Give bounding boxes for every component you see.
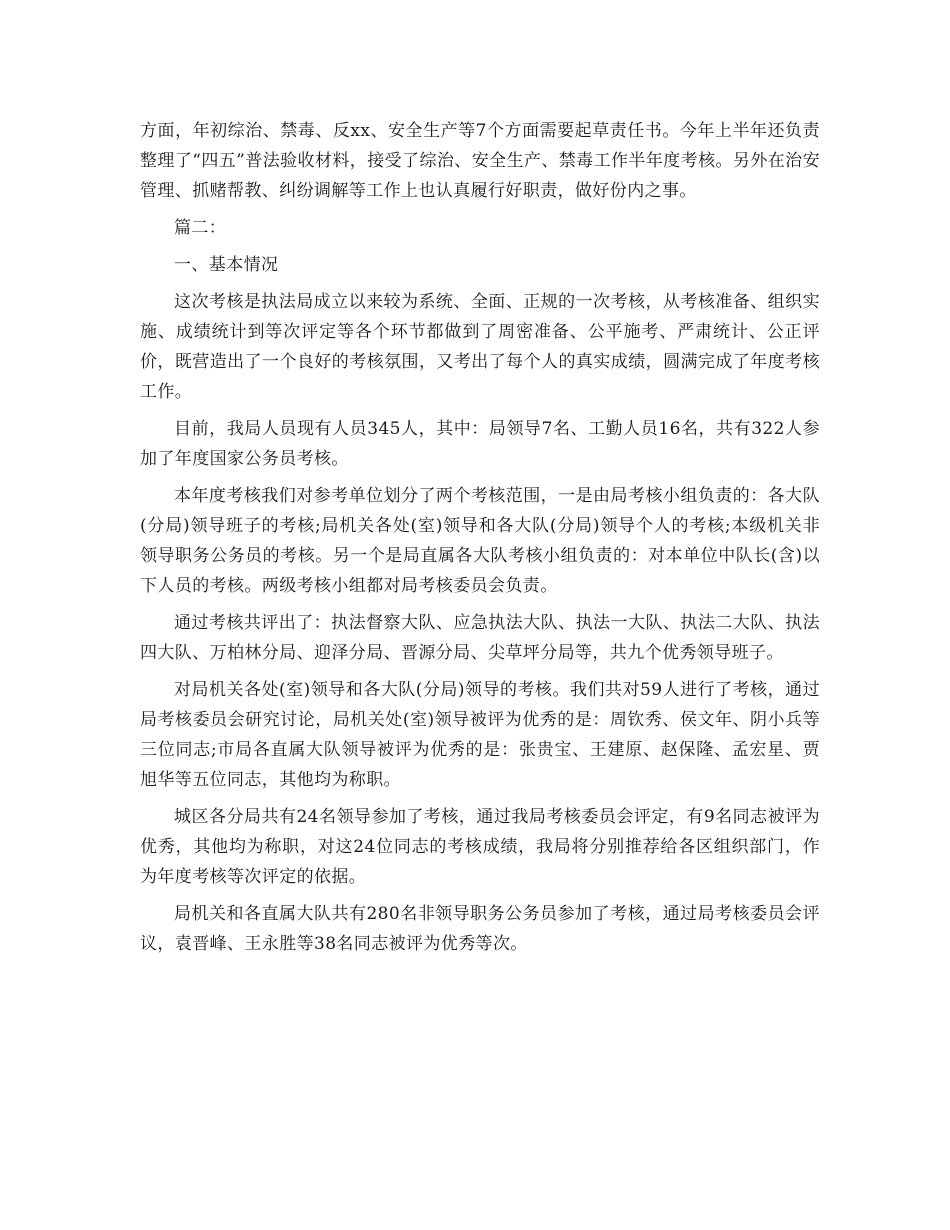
paragraph-continuation: 方面，年初综治、禁毒、反xx、安全生产等7个方面需要起草责任书。今年上半年还负责整理了“四五”普法验收材料，接受了综治、安全生产、禁毒工作半年度考核。另外在治安管理、抓赌帮教、纠纷调解等工作上也认真履行好职责，做好份内之事。: [140, 121, 820, 201]
paragraph-assessment-scope: 本年度考核我们对参考单位划分了两个考核范围，一是由局考核小组负责的：各大队(分局)领导班子的考核;局机关各处(室)领导和各大队(分局)领导个人的考核;本级机关非领导职务公务员的考核。另一个是局直属各大队考核小组负责的：对本单位中队长(含)以下人员的考核。两级考核小组都对局考核委员会负责。: [140, 486, 820, 596]
paragraph-staff-count: 目前，我局人员现有人员345人，其中：局领导7名、工勤人员16名，共有322人参加了年度国家公务员考核。: [140, 419, 820, 469]
paragraph-branch-leaders: 城区各分局共有24名领导参加了考核，通过我局考核委员会评定，有9名同志被评为优秀，其他均为称职，对这24位同志的考核成绩，我局将分别推荐给各区组织部门，作为年度考核等次评定的依据。: [140, 807, 820, 887]
paragraph-excellent-teams: 通过考核共评出了：执法督察大队、应急执法大队、执法一大队、执法二大队、执法四大队、万柏林分局、迎泽分局、晋源分局、尖草坪分局等，共九个优秀领导班子。: [140, 613, 820, 663]
paragraph-leader-assessment: 对局机关各处(室)领导和各大队(分局)领导的考核。我们共对59人进行了考核，通过局考核委员会研究讨论，局机关处(室)领导被评为优秀的是：周钦秀、侯文年、阴小兵等三位同志;市局各直属大队领导被评为优秀的是：张贵宝、王建原、赵保隆、孟宏星、贾旭华等五位同志，其他均为称职。: [140, 680, 820, 790]
paragraph-non-leader-staff: 局机关和各直属大队共有280名非领导职务公务员参加了考核，通过局考核委员会评议，袁晋峰、王永胜等38名同志被评为优秀等次。: [140, 904, 820, 954]
document-body: [140, 116, 820, 966]
paragraph-assessment-overview: 这次考核是执法局成立以来较为系统、全面、正规的一次考核，从考核准备、组织实施、成绩统计到等次评定等各个环节都做到了周密准备、公平施考、严肃统计、公正评价，既营造出了一个良好的考核氛围，又考出了每个人的真实成绩，圆满完成了年度考核工作。: [140, 292, 820, 402]
section-heading-basic-situation: 一、基本情况: [174, 255, 279, 275]
section-heading-part-two: 篇二：: [174, 218, 227, 238]
